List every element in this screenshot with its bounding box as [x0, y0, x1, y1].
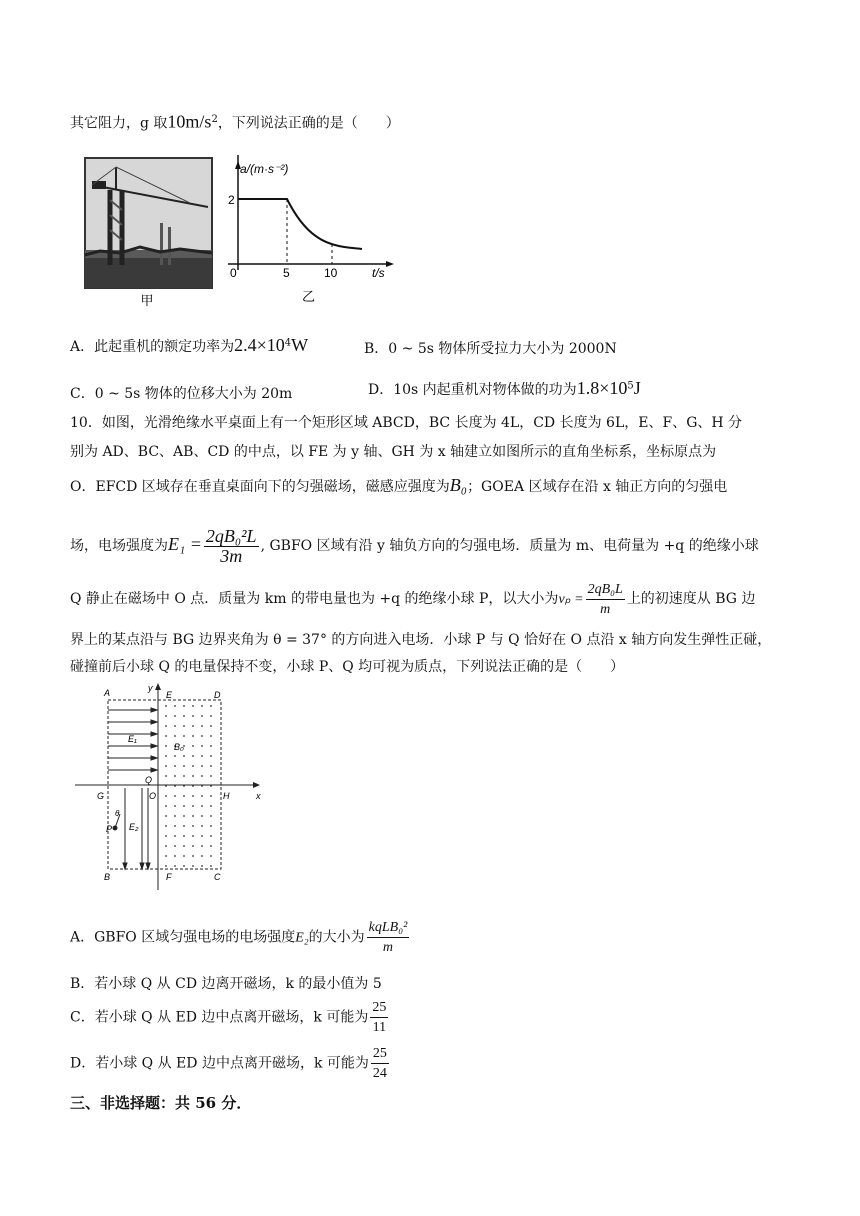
field-dot	[165, 865, 167, 867]
field-dot	[165, 765, 167, 767]
field-dot	[201, 705, 203, 707]
field-dot	[165, 795, 167, 797]
field-dot	[201, 715, 203, 717]
field-dot	[192, 755, 194, 757]
field-dot	[210, 845, 212, 847]
field-dot	[174, 775, 176, 777]
field-dot	[192, 725, 194, 727]
field-dot	[192, 705, 194, 707]
field-dot	[183, 765, 185, 767]
section-3-heading: 三、非选择题：共 56 分．	[70, 1094, 252, 1112]
label-theta: θ	[115, 809, 120, 818]
field-dot	[201, 745, 203, 747]
field-dot	[192, 815, 194, 817]
field-dot	[174, 715, 176, 717]
field-dot	[165, 705, 167, 707]
field-dot	[201, 855, 203, 857]
fig-label-yi: 乙	[302, 289, 316, 304]
label-C: C	[214, 872, 221, 882]
q9-intro: 其它阻力，g 取$10m/s^2$，下列说法正确的是（ ）	[70, 111, 400, 132]
q10-line-7: 碰撞前后小球 Q 的电量保持不变，小球 P、Q 均可视为质点，下列说法正确的是（ ）	[70, 659, 625, 675]
field-dot	[165, 805, 167, 807]
q9-option-b: B．0 ~ 5s 物体所受拉力大小为 2000N	[364, 341, 617, 357]
q9-figure	[80, 155, 400, 310]
field-dot	[165, 725, 167, 727]
field-dot	[174, 855, 176, 857]
field-dot	[165, 845, 167, 847]
field-dot	[174, 785, 176, 787]
field-dot	[201, 775, 203, 777]
field-dot	[183, 785, 185, 787]
field-dot	[210, 785, 212, 787]
field-dot	[183, 835, 185, 837]
field-dot	[192, 775, 194, 777]
q9-option-c: C．0 ~ 5s 物体的位移大小为 20m	[70, 386, 293, 402]
q10-option-a: A．GBFO 区域匀强电场的电场强度E₂的大小为 $\frac{\text{kqLB₀²}}{m}$	[70, 920, 408, 955]
field-dot	[210, 735, 212, 737]
field-dot	[201, 725, 203, 727]
field-dot	[210, 775, 212, 777]
field-dot	[192, 715, 194, 717]
field-dot	[165, 715, 167, 717]
field-dot	[165, 785, 167, 787]
field-dot	[174, 845, 176, 847]
q10-option-c: C．若小球 Q 从 ED 边中点离开磁场，k 可能为 $\frac{25}{11}$	[70, 1000, 387, 1035]
label-A: A	[104, 688, 111, 698]
field-dot	[183, 725, 185, 727]
field-dot	[183, 735, 185, 737]
field-dot	[192, 785, 194, 787]
field-dot	[192, 795, 194, 797]
label-E: E	[166, 690, 173, 700]
q10-line-2: 别为 AD、BC、AB、CD 的中点，以 FE 为 y 轴、GH 为 x 轴建立如图所示的直角坐标系，坐标原点为	[70, 444, 717, 460]
field-dot	[174, 825, 176, 827]
label-O: O	[149, 791, 157, 801]
field-dot	[210, 765, 212, 767]
field-dot	[183, 865, 185, 867]
field-dot	[201, 835, 203, 837]
field-dot	[192, 765, 194, 767]
y-tick-2: 2	[228, 193, 235, 207]
field-dot	[201, 865, 203, 867]
q9-option-a: A．此起重机的额定功率为$2.4\times 10^4W$	[70, 335, 309, 355]
field-dot	[165, 815, 167, 817]
field-dot	[210, 805, 212, 807]
q9-option-d: D．10s 内起重机对物体做的功为$1.8\times 10^5J$	[368, 378, 641, 398]
field-dot	[183, 795, 185, 797]
field-dot	[201, 845, 203, 847]
field-dot	[183, 825, 185, 827]
label-F: F	[166, 872, 172, 882]
label-E2: E₂	[129, 822, 139, 832]
field-dot	[165, 755, 167, 757]
field-dot	[183, 855, 185, 857]
field-dot	[201, 785, 203, 787]
d-fraction: $\frac{25}{24}$	[372, 1046, 387, 1081]
field-dot	[174, 725, 176, 727]
field-dot	[210, 815, 212, 817]
field-dot	[183, 705, 185, 707]
field-dot	[192, 745, 194, 747]
graph-xlabel: t/s	[372, 266, 385, 280]
e1-fraction: $\frac{\text{2qB₀²L}}{3m}$	[205, 525, 257, 566]
label-G: G	[97, 791, 105, 801]
c-fraction: $\frac{25}{11}$	[372, 1000, 387, 1035]
field-dot	[201, 795, 203, 797]
field-dot	[183, 755, 185, 757]
field-dot	[210, 855, 212, 857]
label-B0: B₀	[174, 742, 184, 752]
e2-fraction: $\frac{\text{kqLB₀²}}{m}$	[368, 920, 408, 955]
field-dot	[210, 725, 212, 727]
field-dot	[201, 765, 203, 767]
field-dot	[201, 815, 203, 817]
origin-label: 0	[230, 266, 237, 280]
accel-time-graph	[228, 155, 394, 304]
label-H: H	[223, 791, 230, 801]
field-dot	[174, 705, 176, 707]
field-dot	[174, 805, 176, 807]
field-dot	[165, 825, 167, 827]
field-dot	[210, 835, 212, 837]
q10-line-3: O．EFCD 区域存在垂直桌面向下的匀强磁场，磁感应强度为B₀；GOEA 区域存在沿 x 轴正方向的匀强电	[70, 475, 728, 495]
field-dot	[192, 825, 194, 827]
field-dot	[183, 805, 185, 807]
field-dot	[201, 825, 203, 827]
field-dot	[210, 745, 212, 747]
field-dot	[174, 735, 176, 737]
field-dot	[165, 735, 167, 737]
field-dot	[165, 775, 167, 777]
field-dot	[183, 775, 185, 777]
field-dot	[183, 845, 185, 847]
field-dot	[210, 795, 212, 797]
field-dot	[165, 835, 167, 837]
x-tick-10: 10	[324, 266, 338, 280]
g-value: 10m/s	[167, 111, 212, 132]
vp-fraction: $\frac{\text{2qB₀L}}{m}$	[587, 581, 623, 617]
label-x: x	[256, 791, 261, 801]
field-dot	[174, 835, 176, 837]
field-dot	[165, 745, 167, 747]
q10-line-4: 场，电场强度为E₁ = $\frac{\text{2qB₀²L}}{3m}$ , GBFO 区域有沿 y 轴负方向的匀强电场．质量为 m、电荷量为 +q 的绝缘小球	[70, 525, 759, 566]
field-dot	[210, 825, 212, 827]
field-dot	[174, 755, 176, 757]
field-dot	[192, 835, 194, 837]
field-dot	[174, 815, 176, 817]
q10-diagram	[70, 680, 270, 895]
field-dot	[210, 865, 212, 867]
label-D: D	[214, 690, 221, 700]
q10-line-5: Q 静止在磁场中 O 点．质量为 km 的带电量也为 +q 的绝缘小球 P，以大小为vₚ = $\frac{\text{2qB₀L}}{m}$ 上的初速度从 BG 边	[70, 581, 756, 617]
curve	[238, 199, 362, 249]
crane-photo	[85, 158, 212, 288]
label-Q: Q	[145, 775, 153, 785]
field-dot	[192, 865, 194, 867]
label-E1: E₁	[128, 734, 137, 744]
field-dot	[174, 765, 176, 767]
field-dot	[165, 855, 167, 857]
label-y: y	[148, 683, 153, 693]
field-dot	[183, 815, 185, 817]
x-tick-5: 5	[283, 266, 290, 280]
field-dot	[201, 735, 203, 737]
q10-line-1: 10．如图，光滑绝缘水平桌面上有一个矩形区域 ABCD，BC 长度为 4L，CD 长度为 6L，E、F、G、H 分	[70, 415, 743, 431]
field-dot	[183, 715, 185, 717]
fig-label-jia: 甲	[140, 293, 154, 308]
graph-ylabel: a/(m·s⁻²)	[240, 162, 289, 176]
field-dot	[174, 865, 176, 867]
field-dot	[192, 735, 194, 737]
q10-line-6: 界上的某点沿与 BG 边界夹角为 θ = 37° 的方向进入电场．小球 P 与 Q 恰好在 O 点沿 x 轴方向发生弹性正碰，	[70, 632, 772, 648]
field-dot	[192, 845, 194, 847]
field-dot	[192, 855, 194, 857]
field-dot	[210, 715, 212, 717]
field-dot	[192, 805, 194, 807]
field-dot	[201, 755, 203, 757]
field-dot	[174, 795, 176, 797]
q10-option-b: B．若小球 Q 从 CD 边离开磁场，k 的最小值为 5	[70, 976, 382, 992]
field-dot	[210, 755, 212, 757]
label-P: P	[106, 824, 113, 834]
field-dot	[201, 805, 203, 807]
label-B: B	[104, 872, 111, 882]
field-dot	[210, 705, 212, 707]
q10-option-d: D．若小球 Q 从 ED 边中点离开磁场，k 可能为 $\frac{25}{24}$	[70, 1046, 387, 1081]
magnetic-field-dots	[165, 705, 212, 867]
